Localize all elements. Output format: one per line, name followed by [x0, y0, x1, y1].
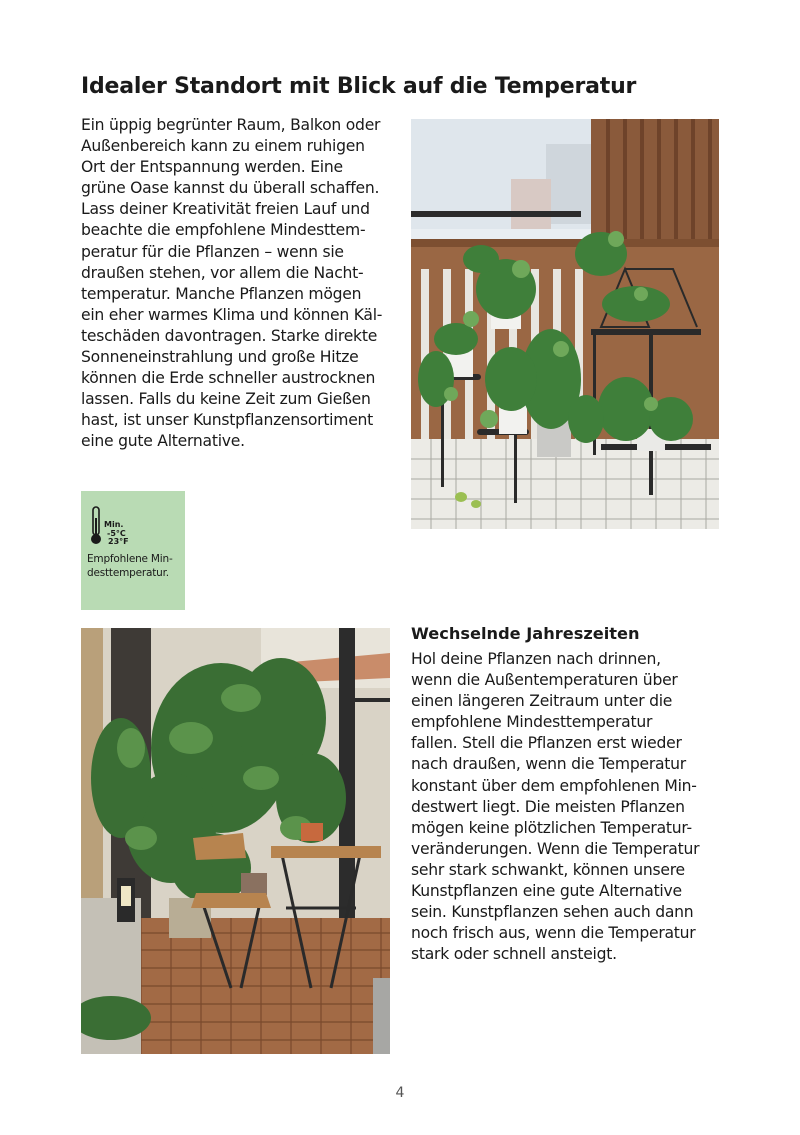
text-line: stark oder schnell ansteigt.	[411, 945, 617, 964]
text-line: sein. Kunstpflanzen sehen auch dann	[411, 903, 694, 922]
text-line: noch frisch aus, wenn die Temperatur	[411, 924, 696, 943]
text-line: grüne Oase kannst du überall schaffen.	[81, 179, 380, 198]
text-line: Ort der Entspannung werden. Eine	[81, 158, 343, 177]
intro-paragraph	[81, 115, 393, 453]
text-line: Ein üppig begrünter Raum, Balkon oder	[81, 116, 381, 134]
section-heading-seasons: Wechselnde Jahreszeiten	[411, 624, 640, 643]
text-line: Hol deine Pflanzen nach drinnen,	[411, 650, 661, 668]
page-title: Idealer Standort mit Blick auf die Temperatur	[81, 74, 637, 99]
thermometer-icon	[89, 506, 103, 546]
temperature-caption	[87, 552, 182, 580]
text-line: fallen. Stell die Pflanzen erst wieder	[411, 734, 682, 753]
text-line: teschäden davontragen. Starke direkte	[81, 326, 378, 345]
min-temperature-card	[81, 491, 185, 610]
min-temp-fahrenheit: 23°F	[108, 537, 129, 546]
text-line: konstant über dem empfohlenen Min-	[411, 776, 697, 795]
text-line: lassen. Falls du keine Zeit zum Gießen	[81, 390, 371, 409]
caption-line: Empfohlene Min-	[87, 553, 173, 565]
balcony-plants-photo	[411, 119, 719, 529]
seasons-paragraph	[411, 649, 723, 965]
text-line: nach draußen, wenn die Temperatur	[411, 755, 686, 774]
text-line: einen längeren Zeitraum unter die	[411, 692, 673, 711]
min-temp-celsius: -5°C	[107, 528, 126, 538]
text-line: Sonneneinstrahlung und große Hitze	[81, 348, 359, 367]
text-line: empfohlene Mindesttemperatur	[411, 713, 653, 732]
text-line: veränderungen. Wenn die Temperatur	[411, 839, 700, 858]
text-line: mögen keine plötzlichen Temperatur-	[411, 818, 692, 837]
text-line: wenn die Außentemperaturen über	[411, 671, 678, 690]
text-line: können die Erde schneller austrocknen	[81, 369, 376, 388]
page-number: 4	[395, 1085, 405, 1101]
text-line: peratur für die Pflanzen – wenn sie	[81, 242, 344, 261]
terrace-furniture-photo	[81, 628, 390, 1054]
text-line: temperatur. Manche Pflanzen mögen	[81, 284, 362, 303]
text-line: hast, ist unser Kunstpflanzensortiment	[81, 411, 374, 430]
text-line: destwert liegt. Die meisten Pflanzen	[411, 797, 685, 816]
temperature-values	[104, 521, 129, 547]
caption-line: desttemperatur.	[87, 567, 169, 579]
min-label: Min.	[104, 520, 124, 529]
text-line: eine gute Alternative.	[81, 432, 245, 451]
text-line: draußen stehen, vor allem die Nacht-	[81, 263, 364, 282]
text-line: beachte die empfohlene Mindesttem-	[81, 221, 366, 240]
text-line: Lass deiner Kreativität freien Lauf und	[81, 200, 370, 219]
text-line: Kunstpflanzen eine gute Alternative	[411, 882, 682, 901]
text-line: ein eher warmes Klima und können Käl-	[81, 305, 383, 324]
text-line: Außenbereich kann zu einem ruhigen	[81, 137, 365, 156]
text-line: sehr stark schwankt, können unsere	[411, 860, 685, 879]
